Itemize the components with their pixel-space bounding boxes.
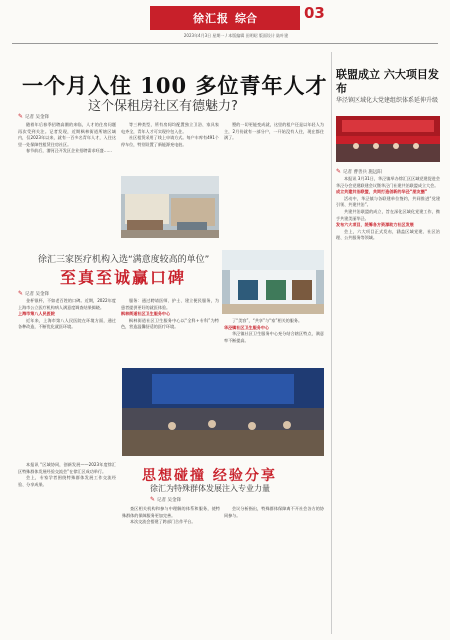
sidebar-p0: 本报讯 3月31日，华泾镇举办徐汇区区域党建促进会华泾分会党建联建会议暨华泾门社建共治联盟成立大会。 [336, 176, 440, 188]
sidebar-title: 联盟成立 六大项目发布 [336, 68, 439, 95]
column-divider [331, 52, 332, 634]
dateline: 2023年4月3日 星期一 / 本版编辑 田明昭 版面设计 陆叶建 [183, 33, 289, 38]
sidebar-body [336, 176, 440, 632]
article1-col1 [18, 122, 116, 242]
article1-subhead: 这个保租房社区有德魅力? [88, 99, 238, 114]
article1-col3-p0: 塑的一切更能变成就，这里的租户还是以年轻人为主，2月份就有一部分户，一开始没有人住，现在都住满了。 [224, 122, 324, 141]
article2-byline [18, 290, 49, 297]
sidebar-heading1: 成立共建共治联盟，共同打造创新的华泾“朋友圈” [336, 189, 428, 195]
sidebar-byline [336, 168, 382, 175]
article1-byline [18, 113, 49, 120]
article2-col2-p0: 服务：通过聘请医师、护士、建立便民服务，为患者提供更好的就医体验。 [121, 298, 219, 310]
sidebar-photo-svg [336, 116, 440, 162]
pen-icon: ✎ [18, 290, 24, 297]
article2-byline-text: 记者 吴金锋 [25, 292, 49, 297]
article2-headline: 至真至诚赢口碑 [60, 268, 187, 287]
article3-col3-p0: 会议分析指出，特殊群体保障离不开社会各方的协同参与。 [224, 506, 324, 518]
article2-col3-p2: 华泾镇社区卫生服务中心充分结合辖区特点，满意率不断提高。 [224, 331, 324, 343]
article3-headline: 思想碰撞 经验分享 [142, 468, 277, 484]
masthead-brand: 徐汇报 [193, 12, 229, 25]
pen-icon: ✎ [150, 496, 156, 503]
article1-col1-p0: 随着年后春季招聘高潮的来临，人才的住房问题再次受到关注。记者发现，近期枫林街道所辖区域内，仅2023年以来，就有一百多名青年人才，入住这里一处保障性租赁住房社区。 [18, 122, 116, 147]
article1-col3 [224, 122, 324, 242]
article3-photo-meeting [122, 368, 324, 456]
article3-photo-svg [122, 368, 324, 456]
article1-headline: 一个月入住 100 多位青年人才 [22, 73, 328, 98]
article3-col2-p1: 本次交流会搭建了跨部门合作平台。 [130, 519, 196, 525]
article2-col1 [18, 298, 116, 456]
article3-byline-text: 记者 吴金锋 [157, 498, 181, 503]
page-number: 03 [304, 4, 325, 22]
sidebar-byline-text: 记者 曹善兵 施远阳 [343, 170, 382, 175]
article3-col2 [122, 506, 220, 632]
sidebar-p5: 会上，六大项目正式发布，涵盖区域党建、社区治理、公共服务等领域。 [336, 228, 440, 241]
sidebar-p3: 共建共治联盟的成立，旨在深化区域化党建工作，携手共建美丽华泾。 [336, 208, 440, 221]
article3-col1-p1: 会上，专家学者围绕特殊群体发展工作交流经验、分享成果。 [18, 475, 116, 487]
article2-col2-p2: 枫林街道社区卫生服务中心以“全科+专科”为特色，营造温馨舒适的医疗环境。 [121, 317, 219, 330]
article1-photo-residence [121, 176, 219, 238]
article1-photo-svg [121, 176, 219, 238]
masthead-rule [12, 43, 438, 44]
sidebar-heading2: 发布六大项目，统筹各方资源助力社区发展 [336, 222, 414, 228]
article1-col2 [121, 122, 219, 172]
masthead [0, 0, 450, 46]
sidebar-photo-ceremony [336, 116, 440, 162]
article2-col3-p0: 了“美容”，“共享”与“家”相关的服务。 [232, 318, 303, 323]
article3-col1 [18, 462, 116, 632]
article2-col1-p0: 金杯银杯，不如老百姓的口碑。近期，2022年度上海市公立医疗机构病人满意度调查结果揭晓。 [18, 298, 116, 310]
article1-byline-text: 记者 吴金锋 [25, 115, 49, 120]
sidebar-subtitle: 华泾镇区域化大党建组织体系延伸升级 [336, 97, 439, 104]
article1-col2-p1: 社区租赁采用了线上申请方式。每户车库有491个停车位，特别设置了新能源充电桩。 [121, 135, 219, 147]
article2-photo-svg [222, 250, 324, 314]
article1-col1-p1: 春节前后，漕河泾开发区企业招聘需求旺盛…… [26, 148, 112, 154]
article2-col1-p2: 近年来，上海市第八人民医院在环境方面，通过各种改造，不断优化就医环境。 [18, 317, 116, 330]
sidebar-p2: 活动中，华泾镇与各联建单位签约，共同推进“党建引领、共建共治”。 [336, 195, 440, 208]
article3-col3 [224, 506, 324, 632]
article2-col1-heading: 上海市第八人民医院 [18, 311, 55, 317]
pen-icon: ✎ [18, 113, 24, 120]
article3-byline [150, 496, 181, 503]
masthead-banner [150, 6, 300, 30]
article2-photo-hospital [222, 250, 324, 314]
masthead-section: 综合 [235, 12, 257, 25]
article2-kicker: 徐汇三家医疗机构入选“满意度较高的单位” [38, 255, 210, 265]
article1-col2-p0: 等三种类型，所有房间均配置独立卫浴、家具家电齐全，青年人才可实现拎包入住。 [121, 122, 219, 134]
article2-col3-heading: 华泾镇社区卫生服务中心 [224, 324, 270, 330]
article3-col1-p0: 本报讯 “区域协同，创新发展——2023年度徐汇区特殊群体发展经验交流会”在徐汇区成功举行。 [18, 462, 116, 474]
pen-icon: ✎ [336, 168, 342, 175]
article2-col2-heading: 枫林街道社区卫生服务中心 [121, 311, 171, 317]
article3-subhead: 徐汇为特殊群体发展注入专业力量 [150, 484, 270, 493]
article3-col2-p0: 查区相关机构和参与中理解的体系和服务，使特殊群体的保障服务更加完善。 [122, 506, 220, 518]
